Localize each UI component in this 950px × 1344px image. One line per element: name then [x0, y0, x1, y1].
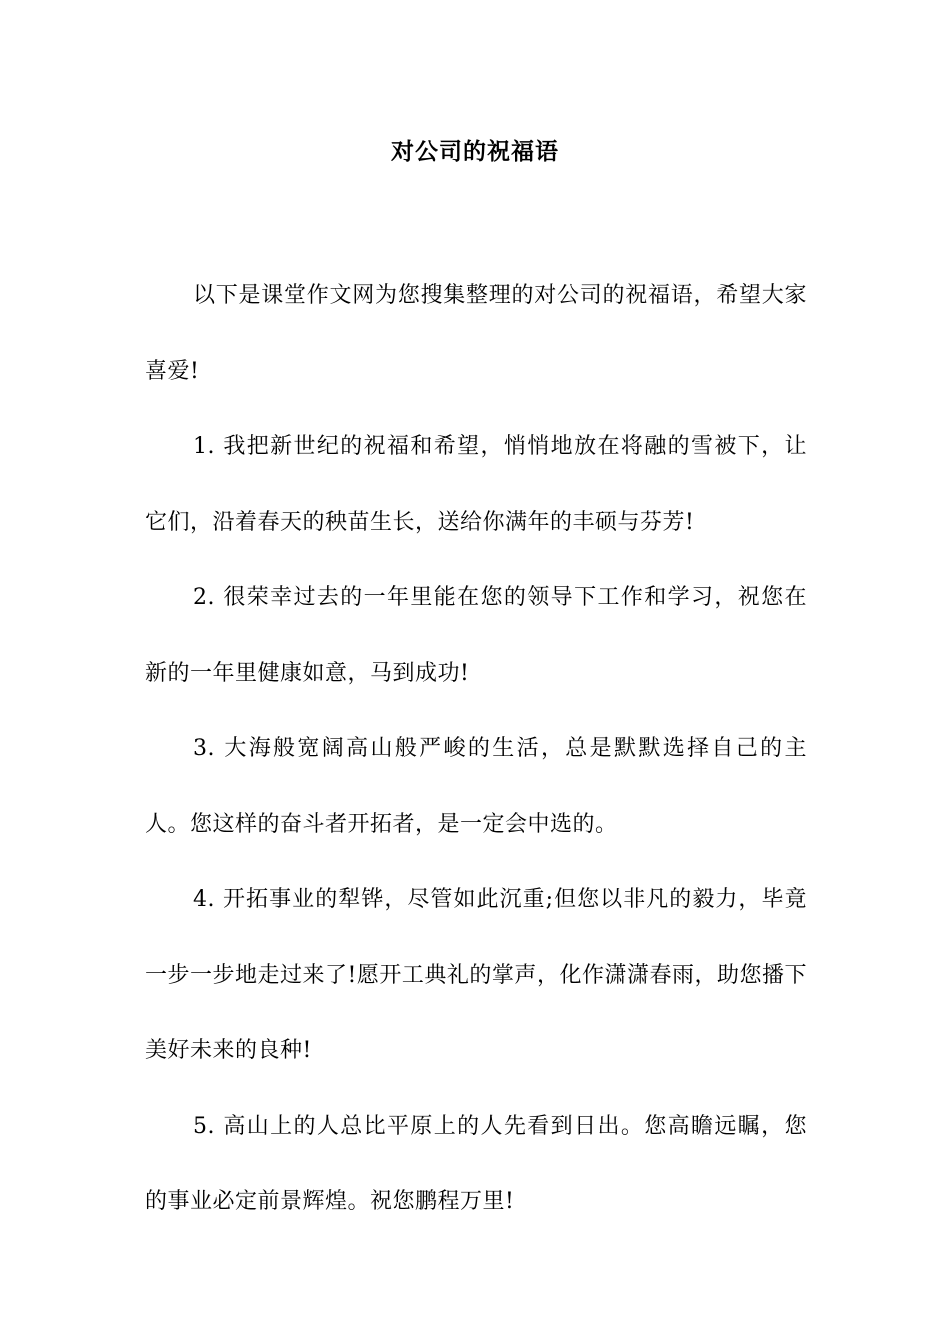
wish-paragraph-1: 1. 我把新世纪的祝福和希望，悄悄地放在将融的雪被下，让它们，沿着春天的秧苗生长，送给你满年的丰硕与芬芳! — [145, 434, 807, 535]
wish-paragraph-3: 3. 大海般宽阔高山般严峻的生活，总是默默选择自己的主人。您这样的奋斗者开拓者，是一定会中选的。 — [145, 736, 807, 837]
document-title: 对公司的祝福语 — [391, 138, 559, 165]
wish-paragraph-2: 2. 很荣幸过去的一年里能在您的领导下工作和学习，祝您在新的一年里健康如意，马到成功! — [145, 585, 807, 686]
wish-paragraph-5: 5. 高山上的人总比平原上的人先看到日出。您高瞻远瞩，您的事业必定前景辉煌。祝您鹏程万里! — [145, 1113, 807, 1214]
wish-paragraph-4: 4. 开拓事业的犁铧，尽管如此沉重;但您以非凡的毅力，毕竟一步一步地走过来了!愿开工典礼的掌声，化作潇潇春雨，助您播下美好未来的良种! — [145, 887, 807, 1063]
document-body — [145, 258, 807, 1240]
intro-paragraph: 以下是课堂作文网为您搜集整理的对公司的祝福语，希望大家喜爱! — [145, 283, 807, 384]
